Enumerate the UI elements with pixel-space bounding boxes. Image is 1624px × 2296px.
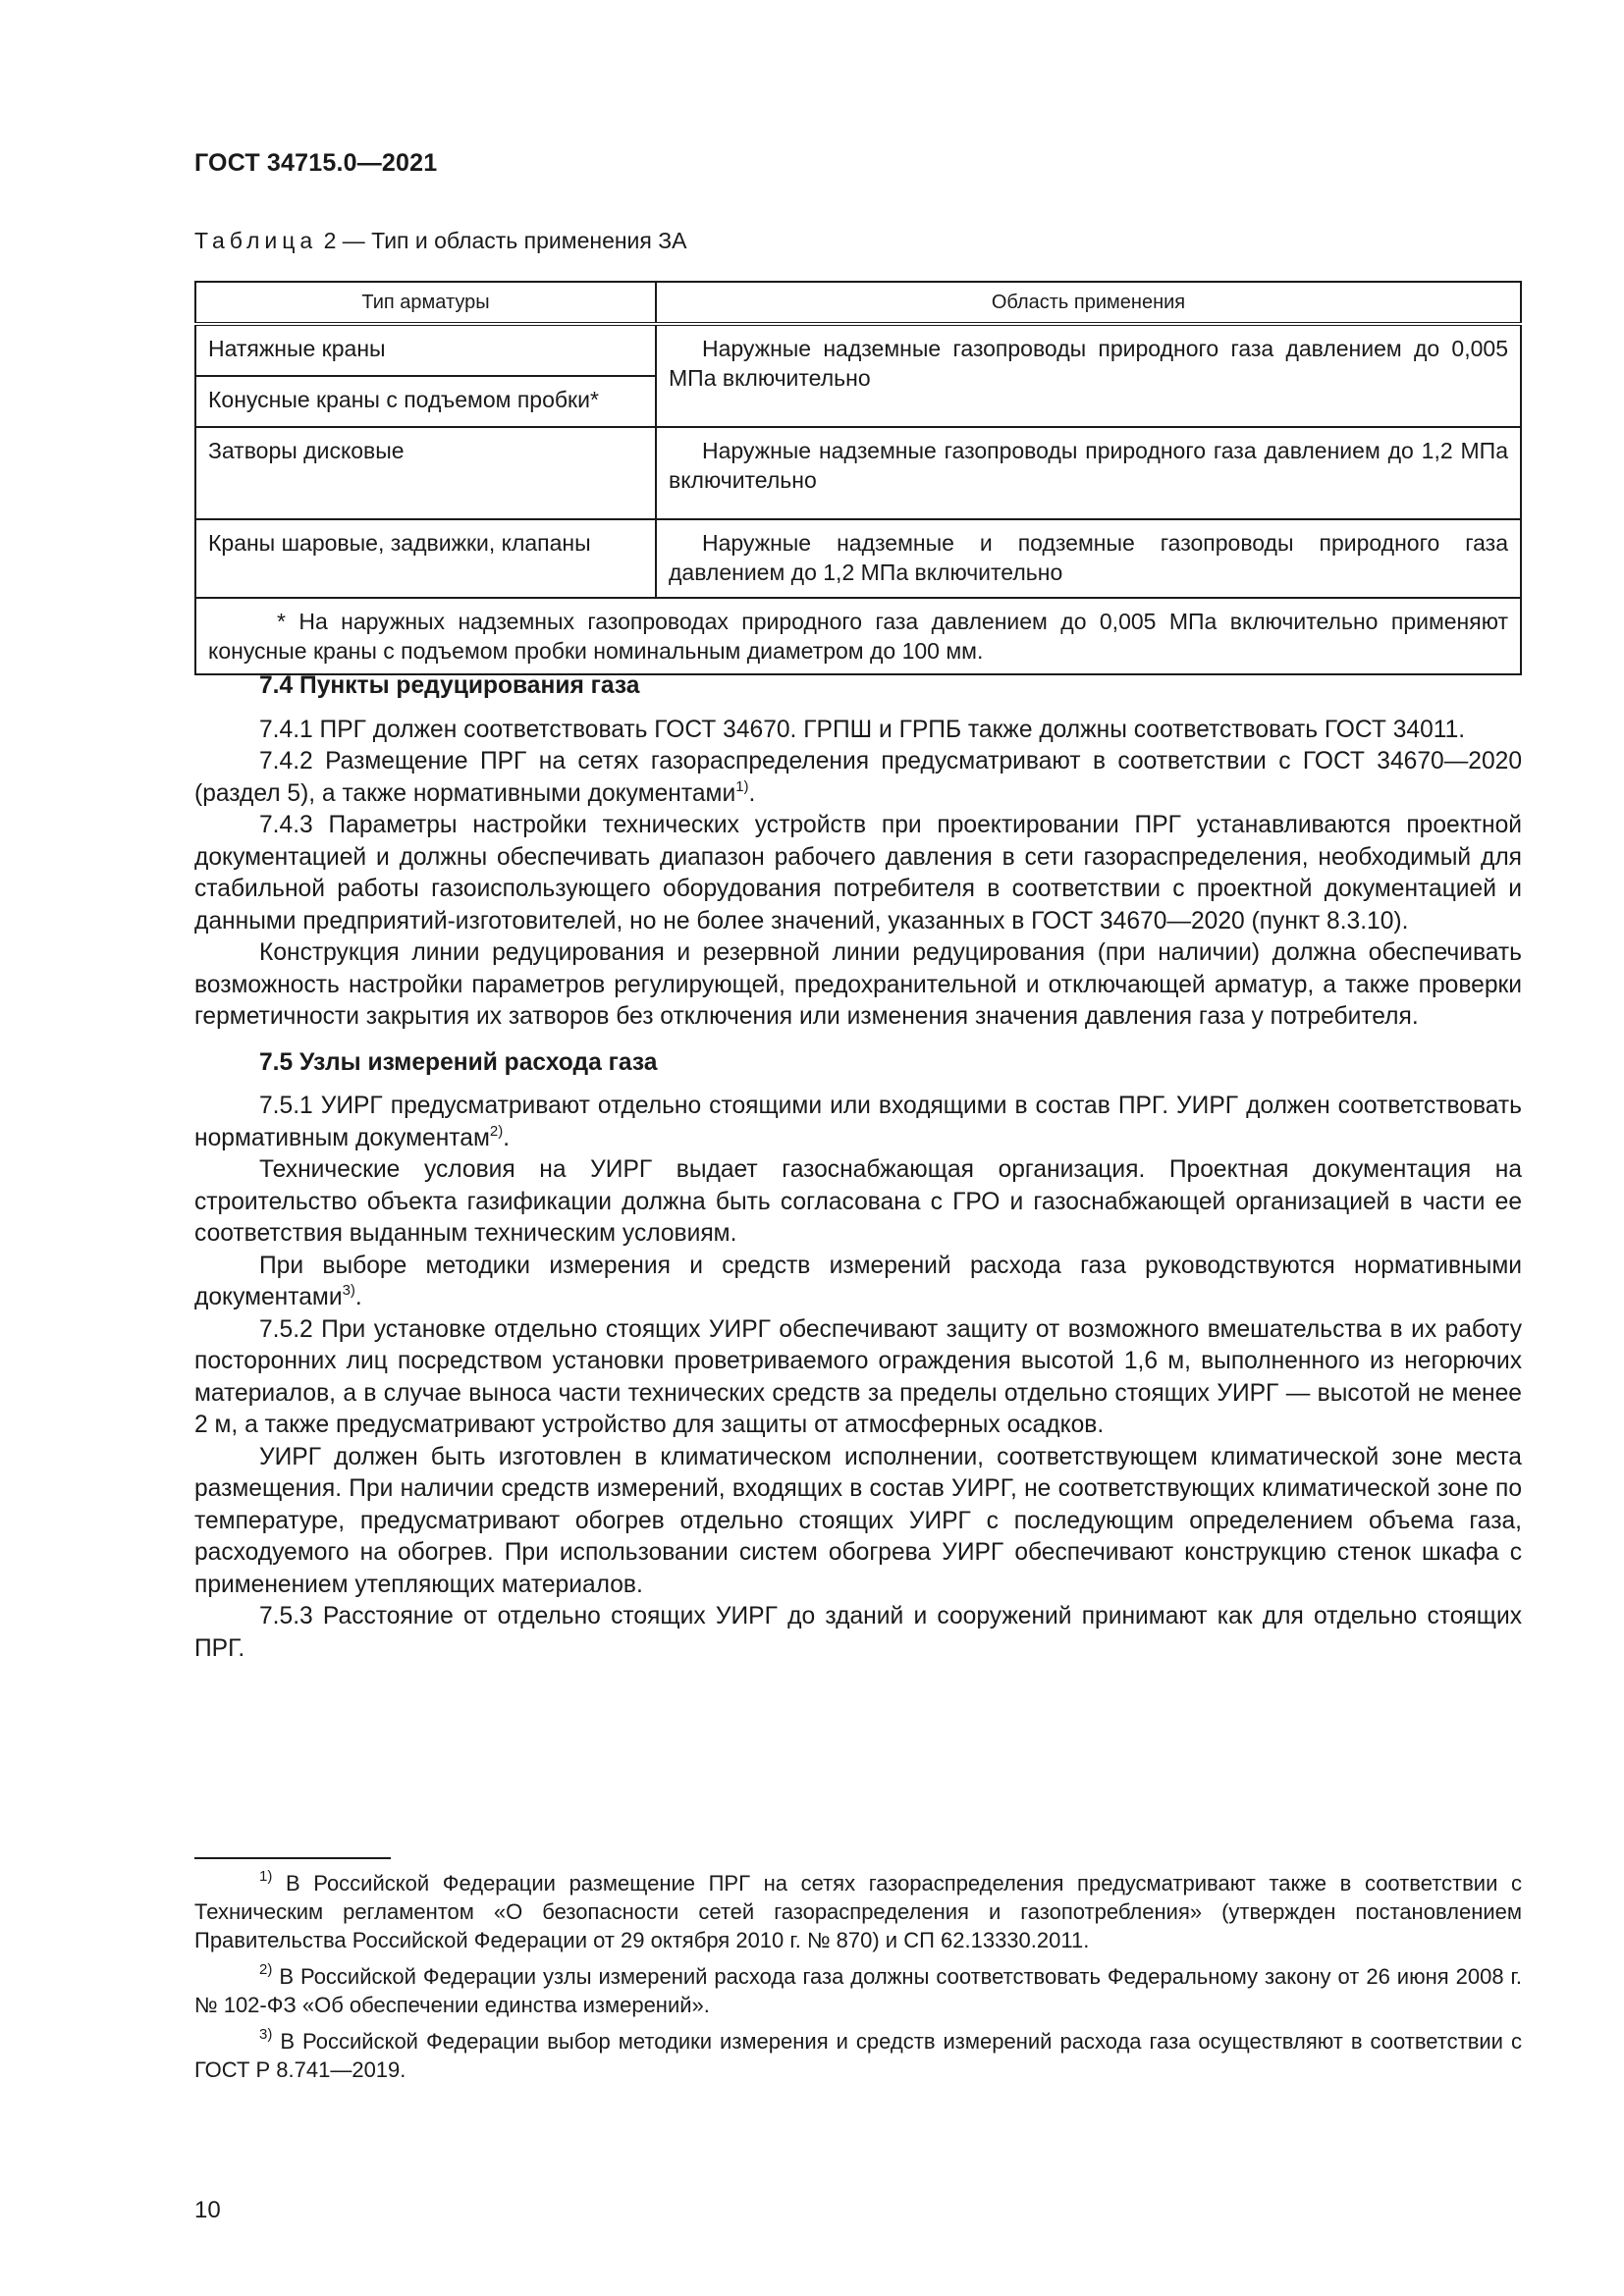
document-body [194, 670, 1522, 1665]
paragraph-end: . [354, 1284, 362, 1310]
paragraph: Конструкция линии редуцирования и резервной линии редуцирования (при наличии) должна обеспечивать возможность настройки параметров регулирующей, предохранительной и отключающей арматур, а также проверки герметичности закрытия их затворов без отключения или изменения значения давления газа у потребителя. [194, 939, 1522, 1030]
footnote-ref[interactable]: 1) [735, 777, 749, 795]
table-cell-scope [656, 324, 1521, 427]
table-cell-scope [656, 427, 1521, 519]
table-cell-type: Краны шаровые, задвижки, клапаны [195, 519, 656, 598]
table-note-text: * На наружных надземных газопроводах природного газа давлением до 0,005 МПа включительно применяют конусные краны с подъемом пробки номинальным диаметром до 100 мм. [208, 609, 1508, 664]
paragraph: УИРГ должен быть изготовлен в климатическом исполнении, соответствующем климатической зоне места размещения. При наличии средств измерений, входящих в состав УИРГ, не соответствующих климатической зоне по температуре, предусматривают обогрев отдельно стоящих УИРГ с последующим определением объема газа, расходуемого на обогрев. При использовании систем обогрева УИРГ обеспечивают конструкцию стенок шкафа с применением утепляющих материалов. [194, 1443, 1522, 1598]
table-cell-type: Конусные краны с подъемом пробки* [195, 376, 656, 427]
paragraph [194, 1091, 1522, 1154]
table-cell-type: Натяжные краны [195, 324, 656, 376]
paragraph: 7.5.3 Расстояние от отдельно стоящих УИРГ до зданий и сооружений принимают как для отдельно стоящих ПРГ. [194, 1603, 1522, 1662]
table-note [195, 598, 1521, 674]
footnote-ref[interactable]: 3) [342, 1282, 355, 1299]
paragraph-text: 7.5.1 УИРГ предусматривают отдельно стоящими или входящими в состав ПРГ. УИРГ должен соответствовать нормативным документам [194, 1093, 1522, 1151]
valve-application-table [194, 281, 1522, 675]
paragraph [194, 1251, 1522, 1314]
paragraph: 7.4.3 Параметры настройки технических устройств при проектировании ПРГ устанавливаются проектной документацией и должны обеспечивать диапазон рабочего давления в сети газораспределения, необходимый для стабильной работы газоиспользующего оборудования потребителя в соответствии с проектной документацией и данными предприятий-изготовителей, но не более значений, указанных в ГОСТ 34670—2020 (пункт 8.3.10). [194, 812, 1522, 934]
footnote [194, 2027, 1522, 2084]
table-caption-text: 2 — Тип и область применения ЗА [323, 228, 687, 253]
table-cell-scope-text: Наружные надземные газопроводы природного газа давлением до 1,2 МПа включительно [669, 438, 1508, 493]
table-note-row [195, 598, 1521, 674]
section-heading-7-4: 7.4 Пункты редуцирования газа [259, 672, 640, 699]
table-caption [194, 228, 687, 254]
footnote-mark: 2) [259, 1961, 273, 1978]
paragraph-text: 7.4.2 Размещение ПРГ на сетях газораспределения предусматривают в соответствии с ГОСТ 34670—2020 (раздел 5), а также нормативными документами [194, 748, 1522, 807]
table-row [195, 519, 1521, 598]
footnote-text: В Российской Федерации выбор методики измерения и средств измерений расхода газа осуществляют в соответствии с ГОСТ Р 8.741—2019. [194, 2029, 1522, 2082]
footnote-text: В Российской Федерации узлы измерений расхода газа должны соответствовать Федеральному закону от 26 июня 2008 г. № 102-ФЗ «Об обеспечении единства измерений». [194, 1964, 1522, 2017]
footnote-mark: 1) [259, 1868, 273, 1885]
table-cell-scope-text: Наружные надземные газопроводы природного газа давлением до 0,005 МПа включительно [669, 336, 1508, 391]
footnotes [194, 1869, 1522, 2092]
footnote [194, 1869, 1522, 1954]
section-heading-7-5: 7.5 Узлы измерений расхода газа [259, 1048, 658, 1076]
document-header: ГОСТ 34715.0—2021 [194, 149, 438, 177]
paragraph-end: . [748, 779, 756, 807]
column-header-application: Область применения [656, 282, 1521, 324]
table-cell-type: Затворы дисковые [195, 427, 656, 519]
footnote-divider [194, 1857, 391, 1859]
paragraph: 7.4.1 ПРГ должен соответствовать ГОСТ 34670. ГРПШ и ГРПБ также должны соответствовать ГОСТ 34011. [259, 716, 1466, 743]
footnote-mark: 3) [259, 2026, 273, 2043]
paragraph: Технические условия на УИРГ выдает газоснабжающая организация. Проектная документация на строительство объекта газификации должна быть согласована с ГРО и газоснабжающей организацией в части ее соответствия выданным техническим условиям. [194, 1156, 1522, 1247]
column-header-valve-type: Тип арматуры [195, 282, 656, 324]
table-header-row [195, 282, 1521, 324]
paragraph [194, 746, 1522, 810]
table-row [195, 324, 1521, 376]
page-number: 10 [194, 2197, 221, 2223]
paragraph: 7.5.2 При установке отдельно стоящих УИРГ обеспечивают защиту от возможного вмешательства в их работу посторонних лиц посредством установки проветриваемого ограждения высотой 1,6 м, выполненного из негорючих материалов, а в случае выноса части технических средств за пределы отдельно стоящих УИРГ — высотой не менее 2 м, а также предусматривают устройство для защиты от атмосферных осадков. [194, 1315, 1522, 1438]
paragraph-text: При выборе методики измерения и средств измерений расхода газа руководствуются нормативными документами [194, 1252, 1522, 1310]
table-caption-word: Таблица [194, 228, 318, 253]
table-row [195, 427, 1521, 519]
table-cell-scope-text: Наружные надземные и подземные газопроводы природного газа давлением до 1,2 МПа включительно [669, 530, 1508, 585]
footnote-ref[interactable]: 2) [489, 1122, 504, 1140]
paragraph-end: . [503, 1124, 511, 1151]
footnote [194, 1962, 1522, 2019]
footnote-text: В Российской Федерации размещение ПРГ на сетях газораспределения предусматривают также в соответствии с Техническим регламентом «О безопасности сетей газораспределения и газопотребления» (утвержден постановлением Правительства Российской Федерации от 29 октября 2010 г. № 870) и СП 62.13330.2011. [194, 1871, 1522, 1952]
table-cell-scope [656, 519, 1521, 598]
